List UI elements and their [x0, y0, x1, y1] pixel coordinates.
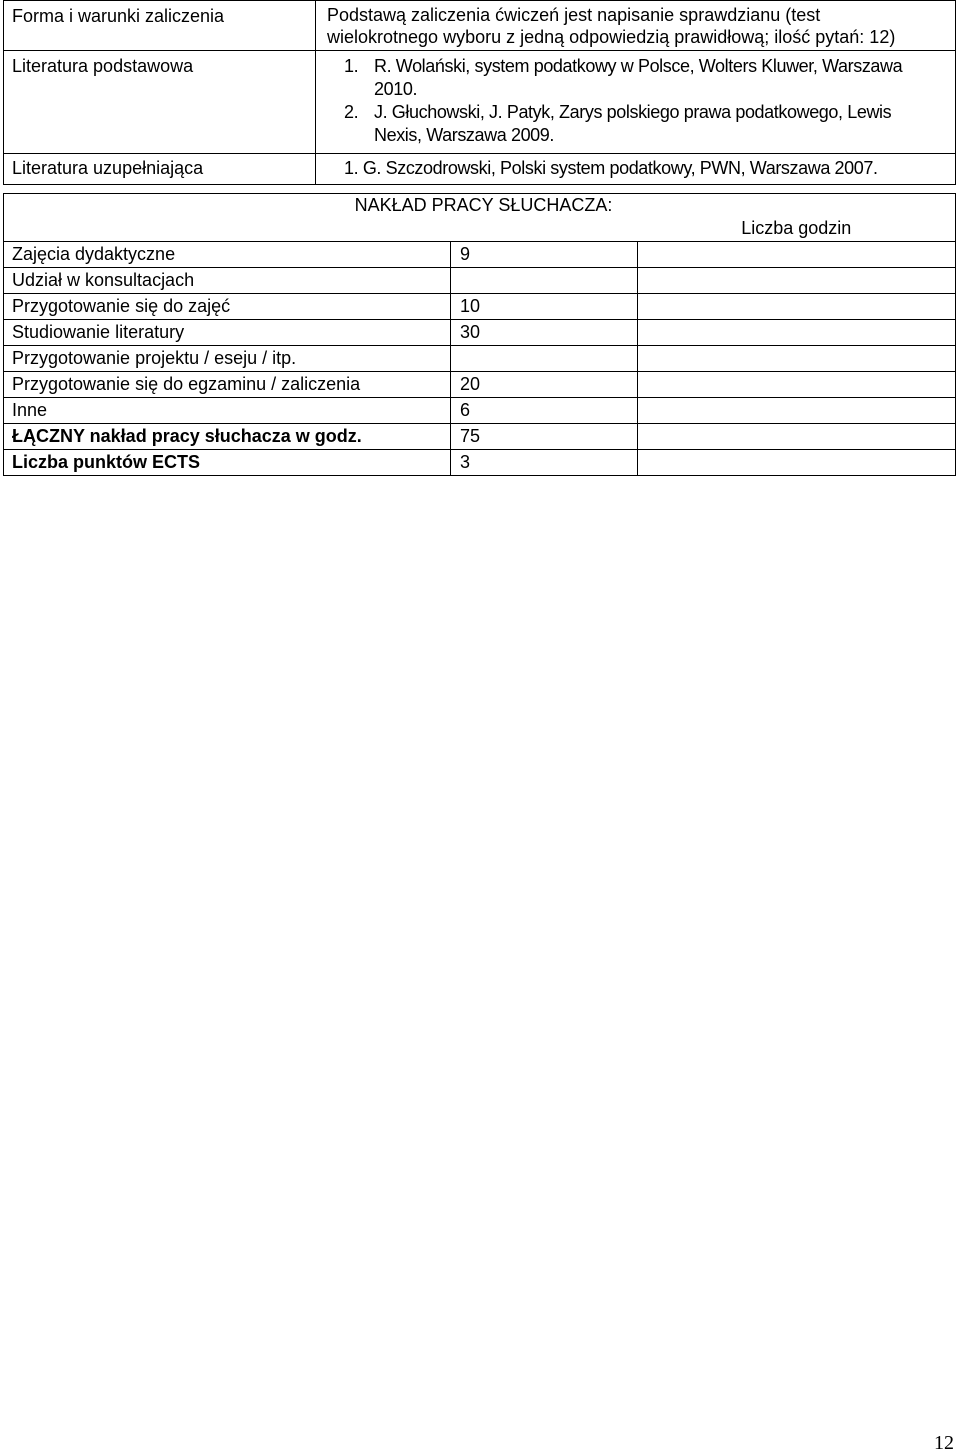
workload-activity: Zajęcia dydaktyczne — [4, 242, 451, 268]
lit-item — [344, 157, 945, 180]
lit-item-text — [374, 101, 945, 147]
workload-hours — [451, 268, 638, 294]
row-lit-uzupelniajaca — [4, 154, 956, 185]
workload-rows — [4, 242, 956, 476]
workload-extra-cell — [638, 372, 956, 398]
document-page — [3, 0, 956, 476]
workload-extra-cell — [638, 424, 956, 450]
workload-hours: 20 — [451, 372, 638, 398]
forma-value-line2: wielokrotnego wyboru z jedną odpowiedzią prawidłową; ilość pytań: 12) — [327, 27, 896, 47]
lit-item-line1: J. Głuchowski, J. Patyk, Zarys polskiego prawa podatkowego, Lewis — [374, 102, 892, 122]
workload-subheader-row — [4, 216, 956, 242]
workload-hours: 9 — [451, 242, 638, 268]
workload-extra-cell — [638, 268, 956, 294]
forma-value-line1: Podstawą zaliczenia ćwiczeń jest napisanie sprawdzianu (test — [327, 5, 821, 25]
lit-podstawowa-list — [316, 51, 956, 154]
workload-activity: Liczba punktów ECTS — [4, 450, 451, 476]
lit-item-number: 1. — [344, 56, 359, 76]
workload-activity: ŁĄCZNY nakład pracy słuchacza w godz. — [4, 424, 451, 450]
workload-activity: Przygotowanie się do egzaminu / zaliczenia — [4, 372, 451, 398]
workload-title: NAKŁAD PRACY SŁUCHACZA: — [4, 194, 956, 217]
workload-hours: 3 — [451, 450, 638, 476]
workload-activity: Przygotowanie projektu / eseju / itp. — [4, 346, 451, 372]
workload-activity: Przygotowanie się do zajęć — [4, 294, 451, 320]
lit-item-line1: R. Wolański, system podatkowy w Polsce, Wolters Kluwer, Warszawa — [374, 56, 903, 76]
workload-extra-cell — [638, 242, 956, 268]
lit-item — [344, 55, 945, 101]
workload-extra-cell — [638, 450, 956, 476]
workload-hours: 75 — [451, 424, 638, 450]
workload-hours: 10 — [451, 294, 638, 320]
lit-item-line2: 2010. — [374, 79, 418, 99]
lit-uzupelniajaca-label: Literatura uzupełniająca — [4, 154, 316, 185]
workload-table — [3, 193, 956, 476]
forma-value — [316, 1, 956, 51]
lit-item — [344, 101, 945, 147]
workload-row — [4, 398, 956, 424]
workload-row — [4, 320, 956, 346]
workload-row — [4, 242, 956, 268]
workload-hours: 6 — [451, 398, 638, 424]
workload-activity: Studiowanie literatury — [4, 320, 451, 346]
workload-activity: Udział w konsultacjach — [4, 268, 451, 294]
course-info-table — [3, 0, 956, 185]
workload-extra-cell — [638, 398, 956, 424]
lit-item-text — [374, 55, 945, 101]
workload-hours — [451, 346, 638, 372]
workload-extra-cell — [638, 320, 956, 346]
lit-uzupelniajaca-list — [316, 154, 956, 185]
workload-header-row — [4, 194, 956, 217]
forma-label: Forma i warunki zaliczenia — [4, 1, 316, 51]
page-number: 12 — [934, 1432, 954, 1454]
lit-podstawowa-label: Literatura podstawowa — [4, 51, 316, 154]
workload-row — [4, 424, 956, 450]
workload-row — [4, 372, 956, 398]
workload-row — [4, 294, 956, 320]
workload-activity: Inne — [4, 398, 451, 424]
lit-item-number: 2. — [344, 102, 359, 122]
row-lit-podstawowa — [4, 51, 956, 154]
workload-extra-cell — [638, 294, 956, 320]
lit-item-line2: Nexis, Warszawa 2009. — [374, 125, 555, 145]
workload-hours: 30 — [451, 320, 638, 346]
workload-row — [4, 346, 956, 372]
workload-row — [4, 450, 956, 476]
column-header-hours: Liczba godzin — [638, 216, 956, 242]
lit-item-text: 1. G. Szczodrowski, Polski system podatkowy, PWN, Warszawa 2007. — [344, 158, 878, 178]
workload-row — [4, 268, 956, 294]
row-forma — [4, 1, 956, 51]
workload-extra-cell — [638, 346, 956, 372]
